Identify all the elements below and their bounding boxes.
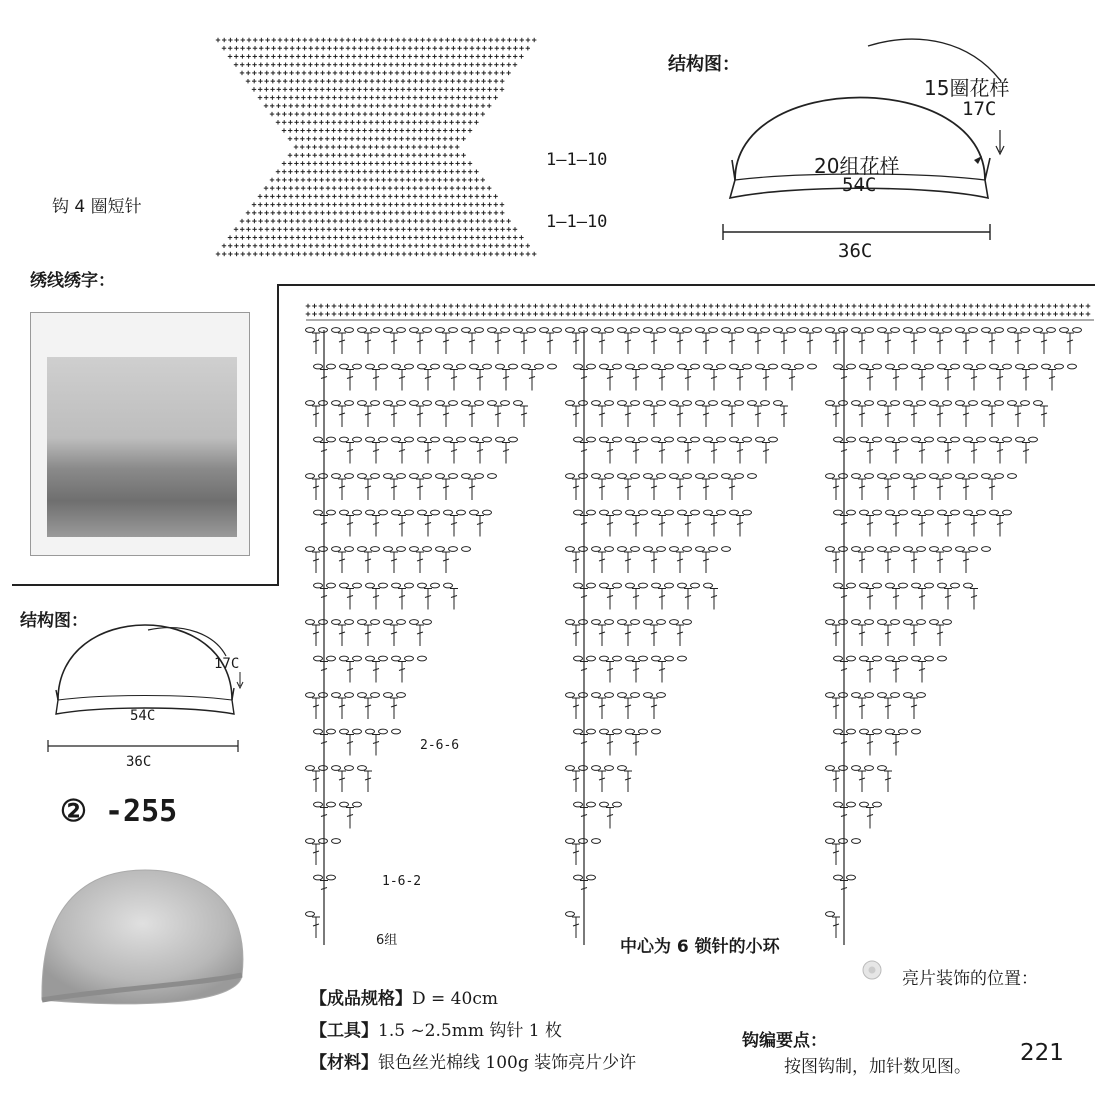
pattern-id: ② -255 [60,794,178,829]
spec-size [310,984,498,1009]
label-1-6-2: 1-6-2 [382,874,422,889]
circumference-label-small: 54C [130,708,156,724]
structure-title-large: 结构图： [668,54,740,75]
spec-tool [310,1016,562,1041]
spec-tool-value: 1.5 ~2.5mm 钩针 1 枚 [378,1021,562,1041]
rounds-label: 15圈花样 [924,76,1010,100]
circumference-label-large: 54C [842,174,877,196]
height-label-large: 17C [962,98,997,120]
spec-size-value: D = 40cm [412,989,498,1009]
height-label-small: 17C [214,656,240,672]
top-chart-label: 钩 4 圈短针 [52,197,142,217]
page-number: 221 [1020,1040,1064,1066]
notes-title: 钩编要点： [742,1031,827,1051]
label-groups: 6组 [376,933,398,948]
width-label-small: 36C [126,754,152,770]
notes-body: 按图钩制，加针数见图。 [784,1057,971,1077]
spec-tool-key: 【工具】 [310,1021,378,1041]
increase-note-upper: 1—1—10 [546,150,608,170]
structure-title-small: 结构图： [20,611,88,631]
spec-material-key: 【材料】 [310,1053,378,1073]
width-label-large: 36C [838,240,873,262]
sequin-position-label: 亮片装饰的位置： [902,969,1038,989]
spec-size-key: 【成品规格】 [310,989,412,1009]
center-ring-note: 中心为 6 锁针的小环 [620,937,780,957]
spec-material-value: 银色丝光棉线 100g 装饰亮片少许 [378,1053,637,1073]
increase-note-lower: 1—1—10 [546,212,608,232]
embroidery-title: 绣线绣字： [30,271,115,291]
label-2-6-6: 2-6-6 [420,738,460,753]
spec-material [310,1048,636,1073]
groups-label: 20组花样 [814,154,900,178]
